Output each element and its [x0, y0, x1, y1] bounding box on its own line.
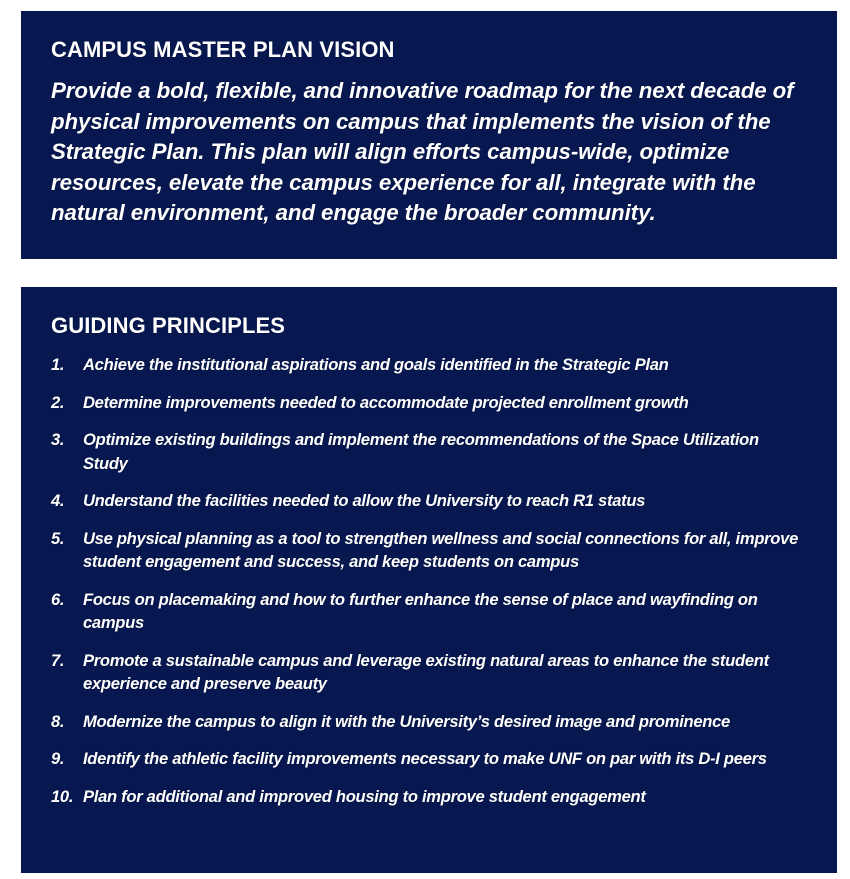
principle-item	[51, 649, 807, 696]
principle-number: 5.	[51, 528, 65, 548]
principle-number: 2.	[51, 392, 65, 412]
vision-statement: Provide a bold, flexible, and innovative roadmap for the next decade of physical improvements on campus that implements the vision of the Strategic Plan. This plan will align efforts campus-wide, optimize resources, elevate the campus experience for all, integrate with the natural environment, and engage the broader community.	[51, 78, 794, 225]
principle-item	[51, 391, 807, 415]
principle-number: 1.	[51, 355, 65, 374]
principle-text: Optimize existing buildings and implement the recommendations of the Space Utilization Study	[83, 430, 759, 473]
principle-text: Achieve the institutional aspirations and goals identified in the Strategic Plan	[83, 355, 669, 374]
principle-number: 8.	[51, 711, 65, 731]
principle-item	[51, 785, 807, 809]
vision-panel	[21, 11, 837, 259]
principle-item	[51, 428, 807, 475]
principle-item	[51, 527, 807, 574]
principles-list	[51, 353, 807, 808]
principle-text: Determine improvements needed to accommodate projected enrollment growth	[83, 392, 689, 412]
principle-text: Modernize the campus to align it with the University’s desired image and prominence	[83, 711, 730, 731]
principle-item	[51, 353, 807, 377]
principle-number: 4.	[51, 491, 65, 510]
principle-text: Identify the athletic facility improvements necessary to make UNF on par with its D-I peers	[83, 749, 767, 768]
principle-number: 3.	[51, 430, 65, 449]
principle-item	[51, 489, 807, 513]
principle-item	[51, 588, 807, 635]
principle-number: 7.	[51, 650, 65, 670]
principle-number: 6.	[51, 589, 65, 609]
principle-text: Focus on placemaking and how to further enhance the sense of place and wayfinding on campus	[83, 589, 758, 632]
guiding-principles-panel	[21, 287, 837, 873]
principle-text: Use physical planning as a tool to strengthen wellness and social connections for all, improve student engagement and success, and keep students on campus	[83, 528, 799, 571]
vision-heading: CAMPUS MASTER PLAN VISION	[51, 37, 395, 62]
principle-text: Understand the facilities needed to allow the University to reach R1 status	[83, 491, 646, 510]
principles-heading: GUIDING PRINCIPLES	[51, 313, 286, 338]
principle-item	[51, 747, 807, 771]
principle-text: Plan for additional and improved housing to improve student engagement	[83, 786, 646, 806]
principle-item	[51, 710, 807, 734]
principle-number: 9.	[51, 749, 65, 768]
principle-text: Promote a sustainable campus and leverage existing natural areas to enhance the student experience and preserve beauty	[83, 650, 769, 693]
principle-number: 10.	[51, 786, 74, 806]
